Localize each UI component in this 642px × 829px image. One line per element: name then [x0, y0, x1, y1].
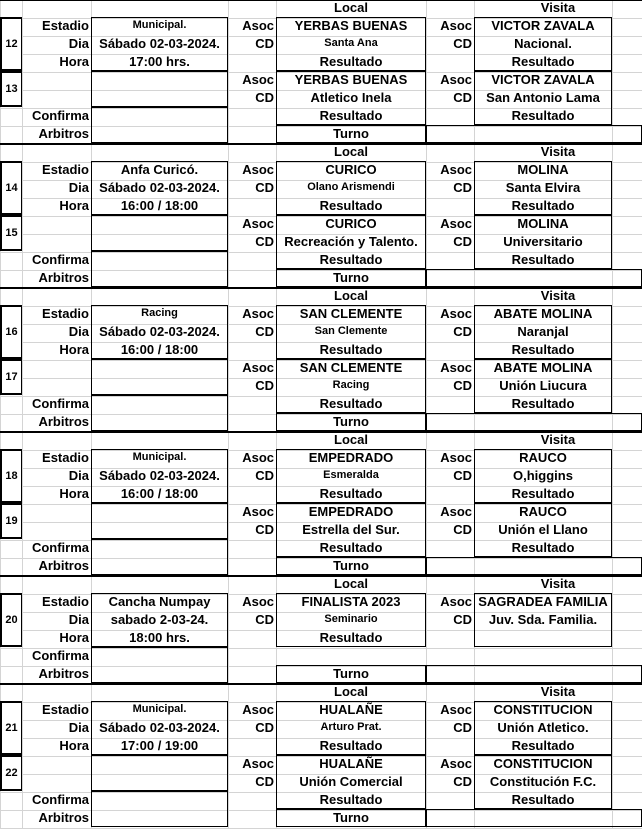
- asoc-label: Asoc: [440, 306, 472, 321]
- hora-label: Hora: [59, 738, 89, 753]
- home-resultado-label: Resultado: [319, 540, 383, 555]
- estadio-label: Estadio: [42, 306, 89, 321]
- away-cd[interactable]: Constitución F.C.: [489, 774, 597, 789]
- home-cd[interactable]: Recreación y Talento.: [284, 234, 418, 249]
- info-box: [91, 161, 228, 215]
- asoc-label: Asoc: [242, 702, 274, 717]
- cd-label: CD: [453, 468, 472, 483]
- home-cd[interactable]: Seminario: [324, 613, 378, 625]
- home-cd[interactable]: Santa Ana: [324, 37, 378, 49]
- turno-label: Turno: [333, 126, 369, 141]
- info-box: [91, 71, 228, 107]
- asoc-label: Asoc: [242, 594, 274, 609]
- cd-label: CD: [453, 378, 472, 393]
- asoc-label: Asoc: [440, 504, 472, 519]
- visita-header: Visita: [540, 144, 576, 159]
- estadio-label: Estadio: [42, 450, 89, 465]
- dia-label: Dia: [68, 180, 89, 195]
- home-team-box: [276, 449, 426, 503]
- home-resultado-label: Resultado: [319, 486, 383, 501]
- arbitros-label: Arbitros: [38, 666, 89, 681]
- turno-extension: [426, 413, 642, 431]
- away-asoc[interactable]: RAUCO: [519, 504, 567, 519]
- estadio-value[interactable]: Municipal.: [132, 19, 187, 31]
- confirma-label: Confirma: [31, 648, 89, 663]
- away-resultado-label: Resultado: [511, 540, 575, 555]
- home-asoc[interactable]: HUALAÑE: [319, 702, 383, 717]
- cd-label: CD: [255, 720, 274, 735]
- info-box: [91, 701, 228, 755]
- cd-label: CD: [453, 180, 472, 195]
- estadio-value[interactable]: Racing: [141, 307, 178, 319]
- dia-value[interactable]: Sábado 02-03-2024.: [99, 180, 220, 195]
- info-box: [91, 593, 228, 647]
- asoc-label: Asoc: [440, 162, 472, 177]
- cd-label: CD: [255, 612, 274, 627]
- dia-value[interactable]: Sábado 02-03-2024.: [99, 324, 220, 339]
- away-asoc[interactable]: VICTOR ZAVALA: [491, 18, 595, 33]
- cd-label: CD: [255, 180, 274, 195]
- home-resultado-label: Resultado: [319, 108, 383, 123]
- asoc-label: Asoc: [440, 360, 472, 375]
- away-asoc[interactable]: ABATE MOLINA: [493, 360, 593, 375]
- confirma-label: Confirma: [31, 792, 89, 807]
- home-cd[interactable]: San Clemente: [314, 325, 388, 337]
- home-team-box: [276, 17, 426, 71]
- home-asoc[interactable]: CURICO: [325, 216, 377, 231]
- asoc-label: Asoc: [440, 756, 472, 771]
- dia-value[interactable]: Sábado 02-03-2024.: [99, 720, 220, 735]
- home-asoc[interactable]: YERBAS BUENAS: [294, 18, 408, 33]
- arbitros-label: Arbitros: [38, 270, 89, 285]
- asoc-label: Asoc: [242, 450, 274, 465]
- visita-header: Visita: [540, 288, 576, 303]
- turno-label: Turno: [333, 270, 369, 285]
- info-box: [91, 305, 228, 359]
- away-cd[interactable]: San Antonio Lama: [486, 90, 600, 105]
- home-cd[interactable]: Olano Arismendi: [307, 181, 395, 193]
- cd-label: CD: [453, 522, 472, 537]
- estadio-label: Estadio: [42, 702, 89, 717]
- away-asoc[interactable]: ABATE MOLINA: [493, 306, 593, 321]
- asoc-label: Asoc: [242, 72, 274, 87]
- cd-label: CD: [453, 90, 472, 105]
- cd-label: CD: [255, 90, 274, 105]
- hora-label: Hora: [59, 630, 89, 645]
- away-asoc[interactable]: SAGRADEA FAMILIA: [478, 594, 608, 609]
- estadio-value[interactable]: Municipal.: [132, 451, 187, 463]
- estadio-value[interactable]: Cancha Numpay: [108, 594, 211, 609]
- turno-label: Turno: [333, 558, 369, 573]
- away-resultado-label: Resultado: [511, 54, 575, 69]
- away-resultado-label: Resultado: [511, 486, 575, 501]
- confirma-label: Confirma: [31, 540, 89, 555]
- home-asoc[interactable]: SAN CLEMENTE: [299, 306, 403, 321]
- info-box: [91, 17, 228, 71]
- visita-header: Visita: [540, 684, 576, 699]
- local-header: Local: [334, 576, 368, 591]
- arbitros-label: Arbitros: [38, 558, 89, 573]
- home-resultado-label: Resultado: [319, 54, 383, 69]
- estadio-value[interactable]: Municipal.: [132, 703, 187, 715]
- asoc-label: Asoc: [440, 216, 472, 231]
- asoc-label: Asoc: [242, 216, 274, 231]
- visita-header: Visita: [540, 432, 576, 447]
- home-team-box: [276, 701, 426, 755]
- turno-box: [276, 809, 426, 827]
- away-asoc[interactable]: CONSTITUCION: [493, 756, 593, 771]
- match-number: 18: [0, 449, 22, 503]
- cd-label: CD: [255, 36, 274, 51]
- local-header: Local: [334, 684, 368, 699]
- hora-value[interactable]: 17:00 / 19:00: [120, 738, 199, 753]
- asoc-label: Asoc: [242, 18, 274, 33]
- home-cd[interactable]: Atletico Inela: [310, 90, 392, 105]
- match-number: 21: [0, 701, 22, 755]
- away-resultado-label: Resultado: [511, 252, 575, 267]
- match-number: 15: [0, 215, 22, 251]
- confirm-box: [91, 107, 228, 143]
- away-cd[interactable]: Unión Atletico.: [497, 720, 589, 735]
- hora-value[interactable]: 18:00 hrs.: [129, 630, 190, 645]
- home-asoc[interactable]: CURICO: [325, 162, 377, 177]
- cd-label: CD: [453, 36, 472, 51]
- turno-box: [276, 557, 426, 575]
- hora-label: Hora: [59, 342, 89, 357]
- dia-label: Dia: [68, 36, 89, 51]
- estadio-value[interactable]: Anfa Curicó.: [120, 162, 199, 177]
- match-number: 20: [0, 593, 22, 647]
- estadio-label: Estadio: [42, 594, 89, 609]
- match-number: 13: [0, 71, 22, 107]
- local-header: Local: [334, 288, 368, 303]
- home-asoc[interactable]: EMPEDRADO: [308, 504, 394, 519]
- arbitros-label: Arbitros: [38, 810, 89, 825]
- cd-label: CD: [255, 324, 274, 339]
- asoc-label: Asoc: [440, 702, 472, 717]
- home-asoc[interactable]: SAN CLEMENTE: [299, 360, 403, 375]
- away-cd[interactable]: Juv. Sda. Familia.: [488, 612, 598, 627]
- away-resultado-label: Resultado: [511, 108, 575, 123]
- confirm-box: [91, 539, 228, 575]
- match-number: 16: [0, 305, 22, 359]
- away-resultado-label: Resultado: [511, 396, 575, 411]
- hora-value[interactable]: 17:00 hrs.: [129, 54, 190, 69]
- hora-label: Hora: [59, 54, 89, 69]
- turno-box: [276, 665, 426, 683]
- turno-label: Turno: [333, 666, 369, 681]
- asoc-label: Asoc: [440, 450, 472, 465]
- home-resultado-label: Resultado: [319, 630, 383, 645]
- away-asoc[interactable]: VICTOR ZAVALA: [491, 72, 595, 87]
- turno-label: Turno: [333, 414, 369, 429]
- cd-label: CD: [255, 522, 274, 537]
- confirm-box: [91, 647, 228, 683]
- home-asoc[interactable]: FINALISTA 2023: [301, 594, 401, 609]
- home-resultado-label: Resultado: [319, 252, 383, 267]
- home-resultado-label: Resultado: [319, 738, 383, 753]
- hora-label: Hora: [59, 198, 89, 213]
- cd-label: CD: [255, 234, 274, 249]
- dia-label: Dia: [68, 720, 89, 735]
- match-number: 12: [0, 17, 22, 71]
- dia-label: Dia: [68, 468, 89, 483]
- dia-value[interactable]: sabado 2-03-24.: [110, 612, 209, 627]
- cd-label: CD: [453, 612, 472, 627]
- asoc-label: Asoc: [440, 72, 472, 87]
- arbitros-label: Arbitros: [38, 414, 89, 429]
- asoc-label: Asoc: [242, 504, 274, 519]
- dia-label: Dia: [68, 612, 89, 627]
- turno-extension: [426, 665, 642, 683]
- info-box: [91, 755, 228, 791]
- confirm-box: [91, 251, 228, 287]
- info-box: [91, 503, 228, 539]
- away-asoc[interactable]: CONSTITUCION: [493, 702, 593, 717]
- home-resultado-label: Resultado: [319, 198, 383, 213]
- away-cd[interactable]: Unión el Llano: [498, 522, 588, 537]
- away-cd[interactable]: Nacional.: [514, 36, 572, 51]
- asoc-label: Asoc: [242, 360, 274, 375]
- turno-box: [276, 125, 426, 143]
- asoc-label: Asoc: [242, 162, 274, 177]
- asoc-label: Asoc: [242, 306, 274, 321]
- home-asoc[interactable]: EMPEDRADO: [308, 450, 394, 465]
- away-resultado-label: Resultado: [511, 792, 575, 807]
- cd-label: CD: [453, 774, 472, 789]
- hora-value[interactable]: 16:00 / 18:00: [120, 342, 199, 357]
- match-number: 22: [0, 755, 22, 791]
- away-asoc[interactable]: RAUCO: [519, 450, 567, 465]
- local-header: Local: [334, 432, 368, 447]
- home-team-box: [276, 593, 426, 647]
- turno-extension: [426, 269, 642, 287]
- arbitros-label: Arbitros: [38, 126, 89, 141]
- home-asoc[interactable]: YERBAS BUENAS: [294, 72, 408, 87]
- cd-label: CD: [255, 378, 274, 393]
- home-asoc[interactable]: HUALAÑE: [319, 756, 383, 771]
- dia-value[interactable]: Sábado 02-03-2024.: [99, 36, 220, 51]
- away-cd[interactable]: Unión Liucura: [499, 378, 587, 393]
- visita-header: Visita: [540, 576, 576, 591]
- away-asoc[interactable]: MOLINA: [517, 162, 569, 177]
- estadio-label: Estadio: [42, 18, 89, 33]
- turno-extension: [426, 125, 642, 143]
- confirma-label: Confirma: [31, 252, 89, 267]
- confirm-box: [91, 395, 228, 431]
- match-number: 14: [0, 161, 22, 215]
- away-asoc[interactable]: MOLINA: [517, 216, 569, 231]
- hora-label: Hora: [59, 486, 89, 501]
- dia-value[interactable]: Sábado 02-03-2024.: [99, 468, 220, 483]
- home-cd[interactable]: Esmeralda: [323, 469, 379, 481]
- home-cd[interactable]: Arturo Prat.: [320, 721, 382, 733]
- confirma-label: Confirma: [31, 108, 89, 123]
- home-team-box: [276, 305, 426, 359]
- asoc-label: Asoc: [440, 594, 472, 609]
- asoc-label: Asoc: [242, 756, 274, 771]
- hora-value[interactable]: 16:00 / 18:00: [120, 486, 199, 501]
- home-team-box: [276, 161, 426, 215]
- hora-value[interactable]: 16:00 / 18:00: [120, 198, 199, 213]
- home-cd[interactable]: Unión Comercial: [299, 774, 403, 789]
- info-box: [91, 449, 228, 503]
- dia-label: Dia: [68, 324, 89, 339]
- away-cd[interactable]: Naranjal: [517, 324, 569, 339]
- estadio-label: Estadio: [42, 162, 89, 177]
- cd-label: CD: [453, 720, 472, 735]
- cd-label: CD: [453, 234, 472, 249]
- local-header: Local: [334, 144, 368, 159]
- turno-extension: [426, 809, 642, 827]
- local-header: Local: [334, 0, 368, 15]
- cd-label: CD: [255, 774, 274, 789]
- away-cd[interactable]: O,higgins: [513, 468, 573, 483]
- info-box: [91, 359, 228, 395]
- visita-header: Visita: [540, 0, 576, 15]
- home-resultado-label: Resultado: [319, 342, 383, 357]
- home-cd[interactable]: Estrella del Sur.: [302, 522, 400, 537]
- turno-extension: [426, 557, 642, 575]
- turno-label: Turno: [333, 810, 369, 825]
- confirma-label: Confirma: [31, 396, 89, 411]
- away-resultado-label: Resultado: [511, 342, 575, 357]
- home-resultado-label: Resultado: [319, 396, 383, 411]
- away-cd[interactable]: Universitario: [503, 234, 583, 249]
- confirm-box: [91, 791, 228, 827]
- match-number: 19: [0, 503, 22, 539]
- away-resultado-label: Resultado: [511, 738, 575, 753]
- cd-label: CD: [453, 324, 472, 339]
- turno-box: [276, 269, 426, 287]
- away-cd[interactable]: Santa Elvira: [505, 180, 581, 195]
- asoc-label: Asoc: [440, 18, 472, 33]
- home-resultado-label: Resultado: [319, 792, 383, 807]
- away-resultado-label: Resultado: [511, 198, 575, 213]
- match-number: 17: [0, 359, 22, 395]
- cd-label: CD: [255, 468, 274, 483]
- info-box: [91, 215, 228, 251]
- away-team-box: [474, 593, 612, 647]
- turno-box: [276, 413, 426, 431]
- home-cd[interactable]: Racing: [332, 379, 370, 391]
